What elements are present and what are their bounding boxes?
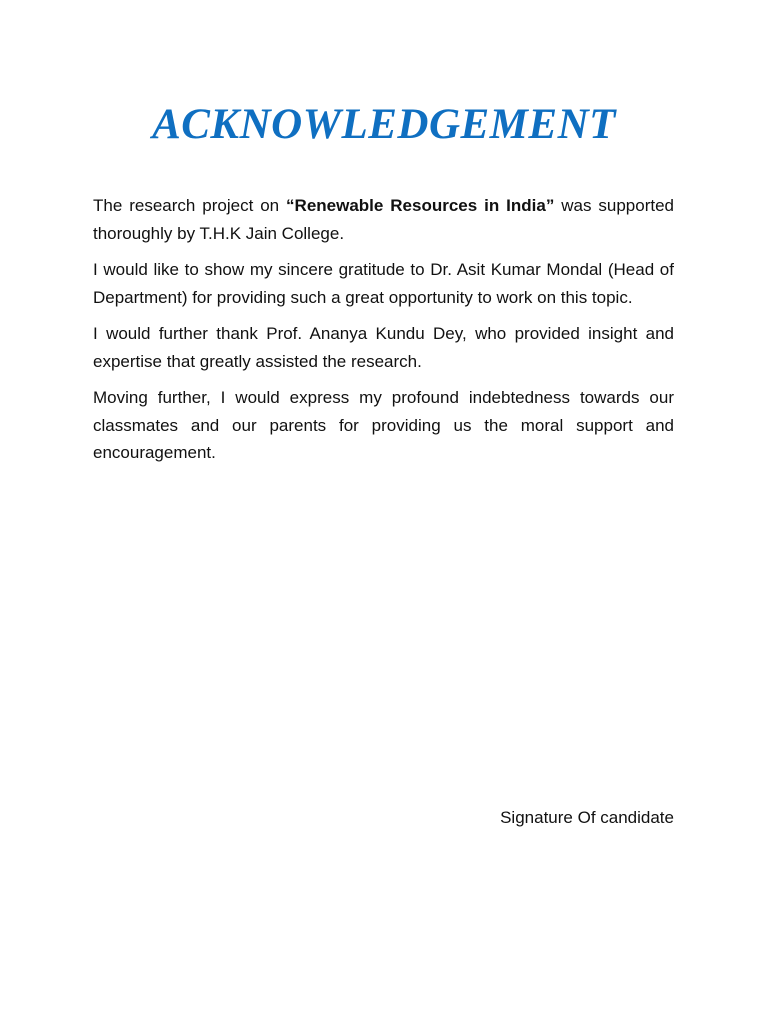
paragraph-gratitude: I would like to show my sincere gratitude to Dr. Asit Kumar Mondal (Head of Department) for providing such a great opportunity to work on this topic. [93,260,674,307]
project-title: “Renewable Resources in India” [286,196,555,215]
paragraph-project-lead: The research project on [93,196,287,215]
paragraph-project-tail: was supported thoroughly by T.H.K Jain College. [93,196,675,243]
signature-line: Signature Of candidate [500,808,674,827]
page-title: ACKNOWLEDGEMENT [152,101,616,148]
paragraph-indebtedness: Moving further, I would express my profound indebtedness towards our classmates and our parents for providing us the moral support and encouragement. [93,388,674,462]
acknowledgement-body [93,192,674,476]
paragraph-project [93,192,674,247]
paragraph-thanks: I would further thank Prof. Ananya Kundu Dey, who provided insight and expertise that greatly assisted the research. [93,324,674,371]
